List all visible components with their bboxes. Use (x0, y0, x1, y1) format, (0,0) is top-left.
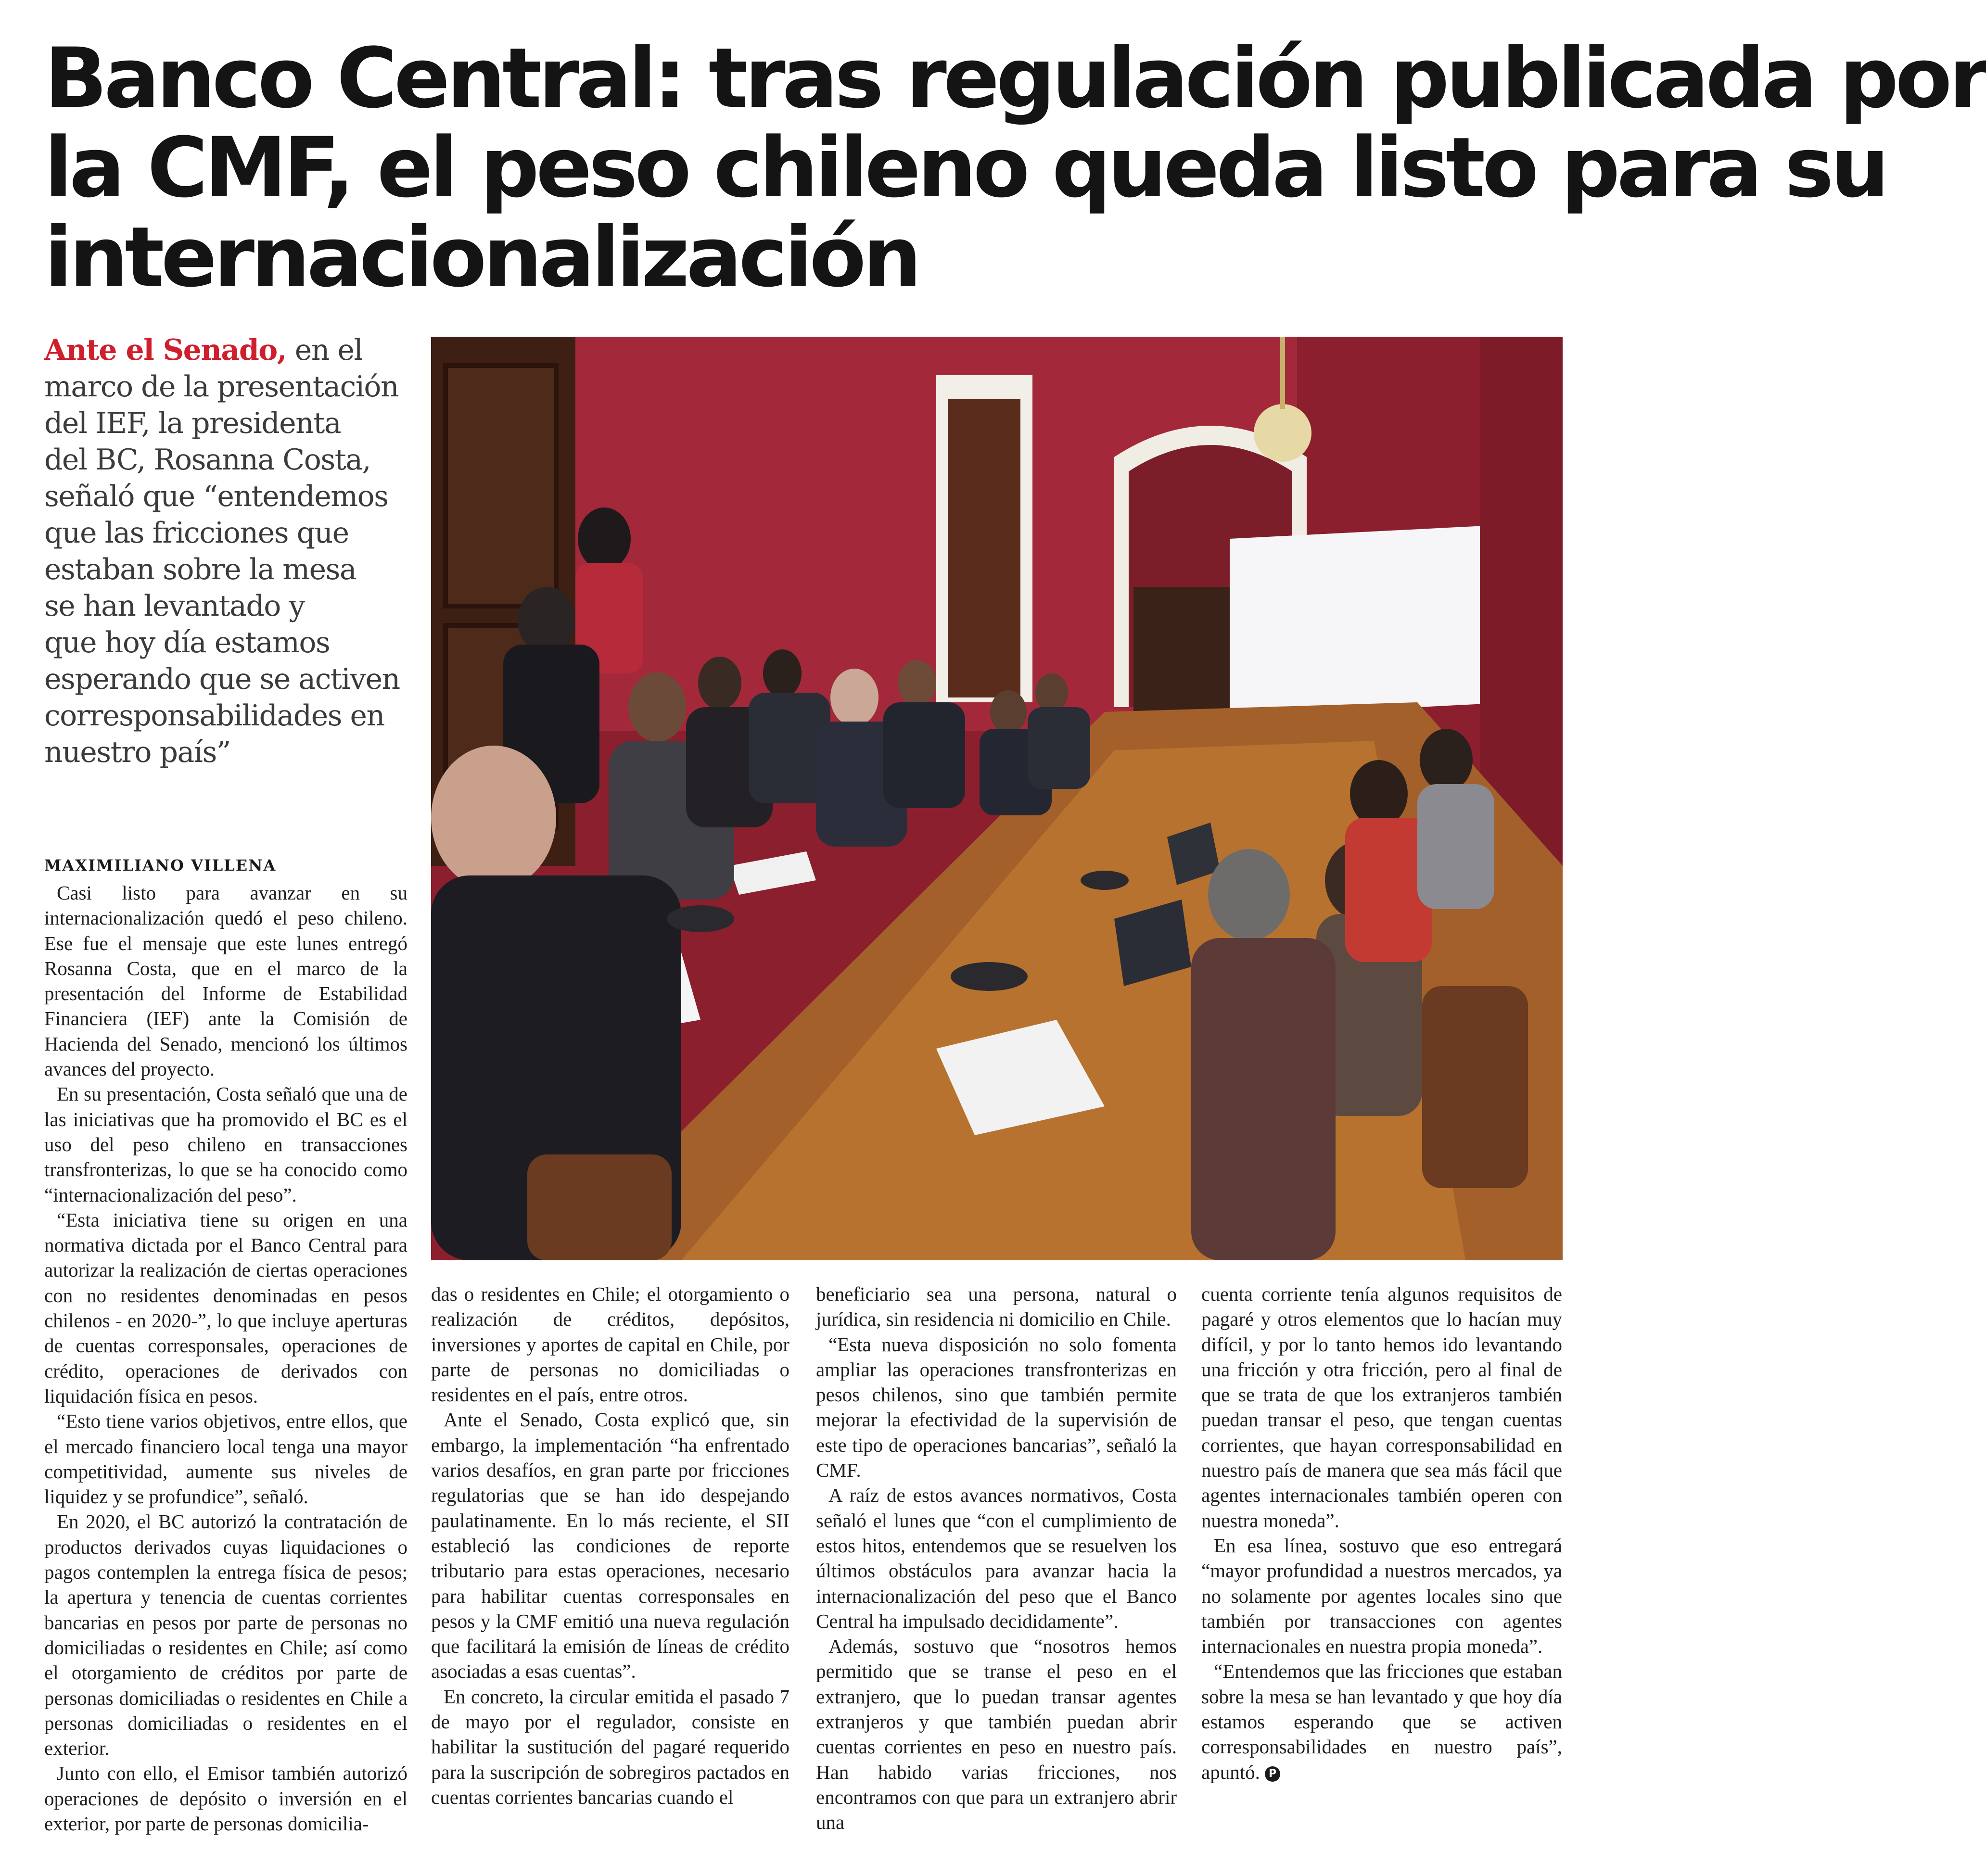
pull-quote-line: marco de la presentación (44, 370, 399, 404)
paragraph: “Esto tiene varios objetivos, entre ellos, que el mercado financiero local tenga una mayor competitividad, aumente sus niveles de liquidez y se profundice”, señaló. (44, 1410, 407, 1508)
pull-quote-line: que las fricciones que (44, 516, 349, 550)
pull-quote-line: señaló que “entendemos (44, 480, 388, 513)
paragraph: “Esta iniciativa tiene su origen en una normativa dictada por el Banco Central para autorizar la realización de ciertas operaciones con no residentes denominadas en pesos chilenos - en 2020-”, lo que incluye aperturas de cuentas corresponsales, operaciones de crédito, operaciones de derivados con liquidación física en pesos. (44, 1208, 407, 1407)
pull-quote-line: nuestro país” (44, 735, 230, 769)
pull-quote-line: Ante el Senado, en el (44, 333, 363, 367)
pull-quote-line: del IEF, la presidenta (44, 406, 341, 440)
article-column-1 (44, 880, 407, 1836)
headline-line: internacionalización (44, 209, 918, 305)
paragraph: beneficiario sea una persona, natural o jurídica, sin residencia ni domicilio en Chile. (816, 1283, 1177, 1331)
paragraph: En su presentación, Costa señaló que una de las iniciativas que ha promovido el BC es el uso del peso chileno en transacciones transfronterizas, lo que se ha conocido como “internacionalización del peso”. (44, 1083, 407, 1206)
article-column-3 (816, 1281, 1177, 1835)
paragraph: “Esta nueva disposición no solo fomenta ampliar las operaciones transfronterizas en pesos chilenos, sino que también permite mejorar la efectividad de la supervisión de este tipo de operaciones bancarias”, señaló la CMF. (816, 1333, 1177, 1482)
pull-quote-line: del BC, Rosanna Costa, (44, 443, 371, 477)
senate-meeting-photo (431, 337, 1563, 1260)
paragraph: En concreto, la circular emitida el pasado 7 de mayo por el regulador, consiste en habilitar la sustitución del pagaré requerido para la suscripción de sobregiros pactados en cuentas corrientes bancarias cuando el (431, 1685, 789, 1808)
pull-quote-line: estaban sobre la mesa (44, 553, 356, 586)
pull-quote (44, 332, 424, 771)
pull-quote-line: esperando que se activen (44, 662, 400, 696)
paragraph: Junto con ello, el Emisor también autorizó operaciones de depósito o inversión en el exterior, por parte de personas domicilia- (44, 1762, 407, 1835)
paragraph: das o residentes en Chile; el otorgamiento o realización de créditos, depósitos, inversiones y aportes de capital en Chile, por parte de personas no domiciliadas o residentes en el país, entre otros. (431, 1283, 789, 1406)
headline-line: Banco Central: tras regulación publicada por (44, 30, 1986, 127)
headline (44, 30, 1986, 305)
paragraph (1201, 1659, 1562, 1784)
paragraph: A raíz de estos avances normativos, Costa señaló el lunes que “con el cumplimiento de estos hitos, entendemos que se resuelven los últimos obstáculos para avanzar hacia la internacionalización del peso que el Banco Central ha impulsado decididamente”. (816, 1484, 1177, 1632)
paragraph: cuenta corriente tenía algunos requisitos de pagaré y otros elementos que lo hacían muy difícil, y por lo tanto hemos ido levantando una fricción y otra fricción, pero al final de que se trata de que los extranjeros también puedan transar el peso, que tengan cuentas corrientes, que hayan corresponsabilidad en nuestro país de manera que sea más fácil que agentes internacionales también operen con nuestra moneda”. (1201, 1283, 1562, 1532)
pull-quote-line: se han levantado y (44, 589, 305, 623)
paragraph: Además, sostuvo que “nosotros hemos permitido que se transe el peso en el extranjero, que lo puedan transar agentes extranjeros y que también puedan abrir cuentas corrientes en peso en nuestro país. Han habido varias fricciones, nos encontramos con que para un extranjero abrir una (816, 1635, 1177, 1834)
pull-quote-line: que hoy día estamos (44, 626, 330, 659)
end-mark-icon: P (1265, 1766, 1280, 1782)
article-column-2 (431, 1281, 789, 1810)
paragraph-text: “Entendemos que las fricciones que estaban sobre la mesa se han levantado y que hoy día estamos esperando que se activen corresponsabilidades en nuestro país”, apuntó. (1201, 1660, 1562, 1783)
paragraph: Ante el Senado, Costa explicó que, sin embargo, la implementación “ha enfrentado varios desafíos, en gran parte por fricciones regulatorias que se han ido despejando paulatinamente. En lo más reciente, el SII estableció las condiciones de reporte tributario para estas operaciones, necesario para habilitar cuentas corresponsales en pesos y la CMF emitió una nueva regulación que facilitará la emisión de líneas de crédito asociadas a esas cuentas”. (431, 1408, 789, 1683)
byline: MAXIMILIANO VILLENA (44, 856, 277, 875)
pull-quote-line: corresponsabilidades en (44, 699, 384, 733)
article-column-4 (1201, 1281, 1562, 1785)
paragraph: Casi listo para avanzar en su internacionalización quedó el peso chileno. Ese fue el mensaje que este lunes entregó Rosanna Costa, que en el marco de la presentación del Informe de Estabilidad Financiera (IEF) ante la Comisión de Hacienda del Senado, mencionó los últimos avances del proyecto. (44, 882, 407, 1080)
headline-line: la CMF, el peso chileno queda listo para su (44, 119, 1886, 216)
paragraph: En esa línea, sostuvo que eso entregará “mayor profundidad a nuestros mercados, ya no solamente por agentes locales sino que también por transacciones con agentes internacionales en nuestra propia moneda”. (1201, 1534, 1562, 1658)
pull-quote-lead: Ante el Senado, (44, 333, 287, 367)
paragraph: En 2020, el BC autorizó la contratación de productos derivados cuyas liquidaciones o pagos contemplen la entrega física de pesos; la apertura y tenencia de cuentas corrientes bancarias en pesos por parte de personas no domiciliadas o residentes en Chile; así como el otorgamiento de créditos por parte de personas domiciliadas o residentes en Chile a personas domiciliadas o residentes en el exterior. (44, 1510, 407, 1760)
